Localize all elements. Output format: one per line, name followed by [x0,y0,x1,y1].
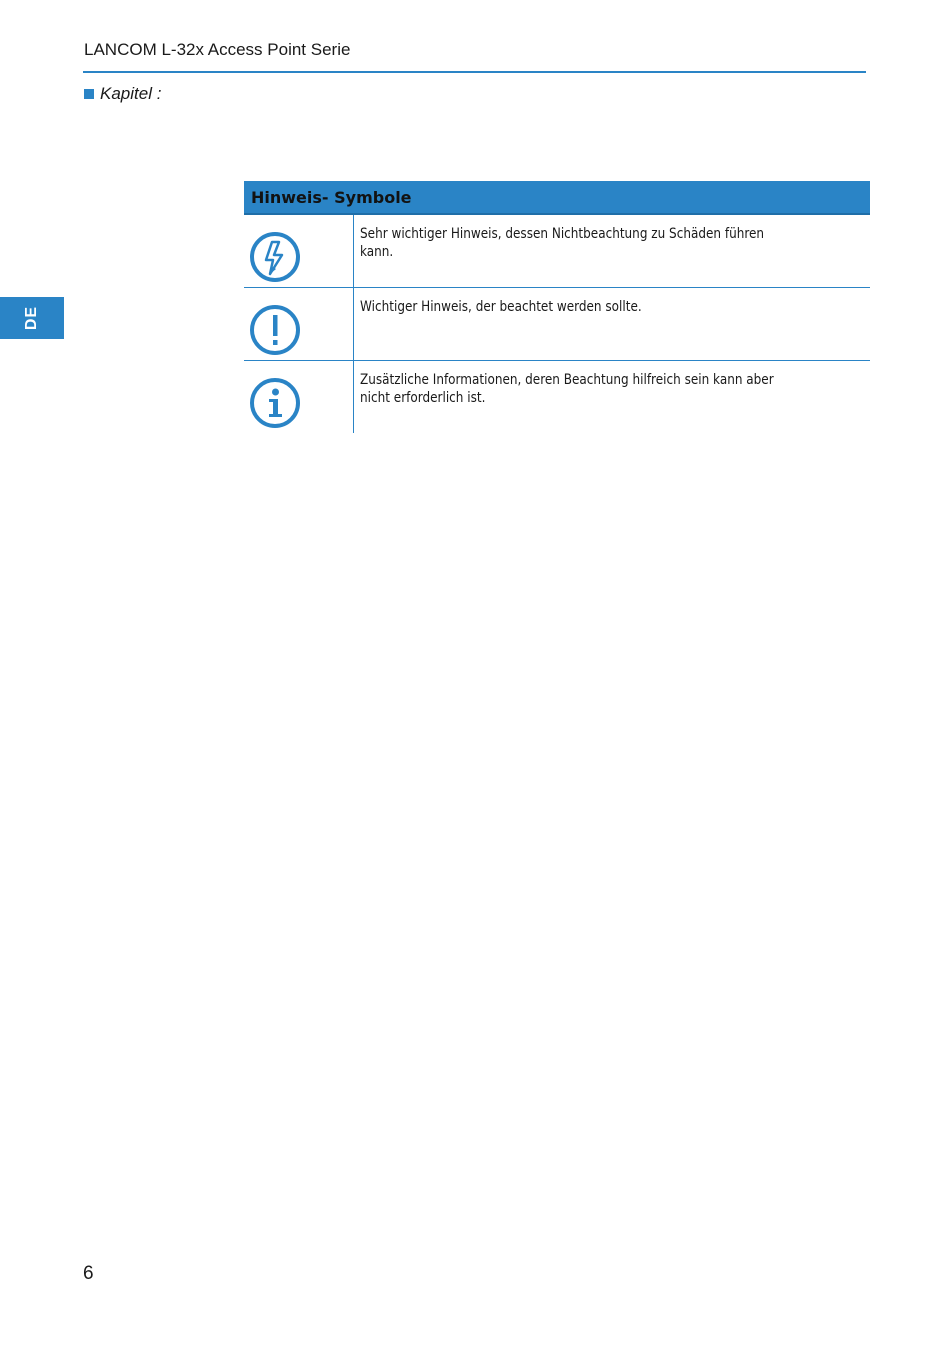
info-icon [249,377,303,431]
running-header-title: LANCOM L-32x Access Point Serie [84,40,351,59]
header-divider [83,71,866,73]
notice-text: Zusätzliche Informationen, deren Beachtung hilfreich sein kann aber nicht erforderlich ist. [360,372,774,406]
language-tab-label: DE [23,305,40,331]
notice-text: Wichtiger Hinweis, der beachtet werden sollte. [360,299,642,315]
icon-cell [244,361,354,433]
notice-symbols-table [244,181,870,433]
table-heading: Hinweis- Symbole [244,181,870,215]
chapter-line [84,84,161,104]
lightning-warning-icon [249,231,303,285]
notice-text: Sehr wichtiger Hinweis, dessen Nichtbeachtung zu Schäden führen kann. [360,226,765,260]
icon-cell [244,215,354,287]
chapter-label: Kapitel : [100,84,162,103]
exclamation-icon [249,304,303,358]
chapter-bullet-icon [84,89,94,99]
table-row [244,215,870,288]
icon-cell [244,288,354,360]
table-row [244,288,870,361]
page-number: 6 [83,1263,94,1284]
table-row [244,361,870,433]
language-tab [0,297,64,339]
